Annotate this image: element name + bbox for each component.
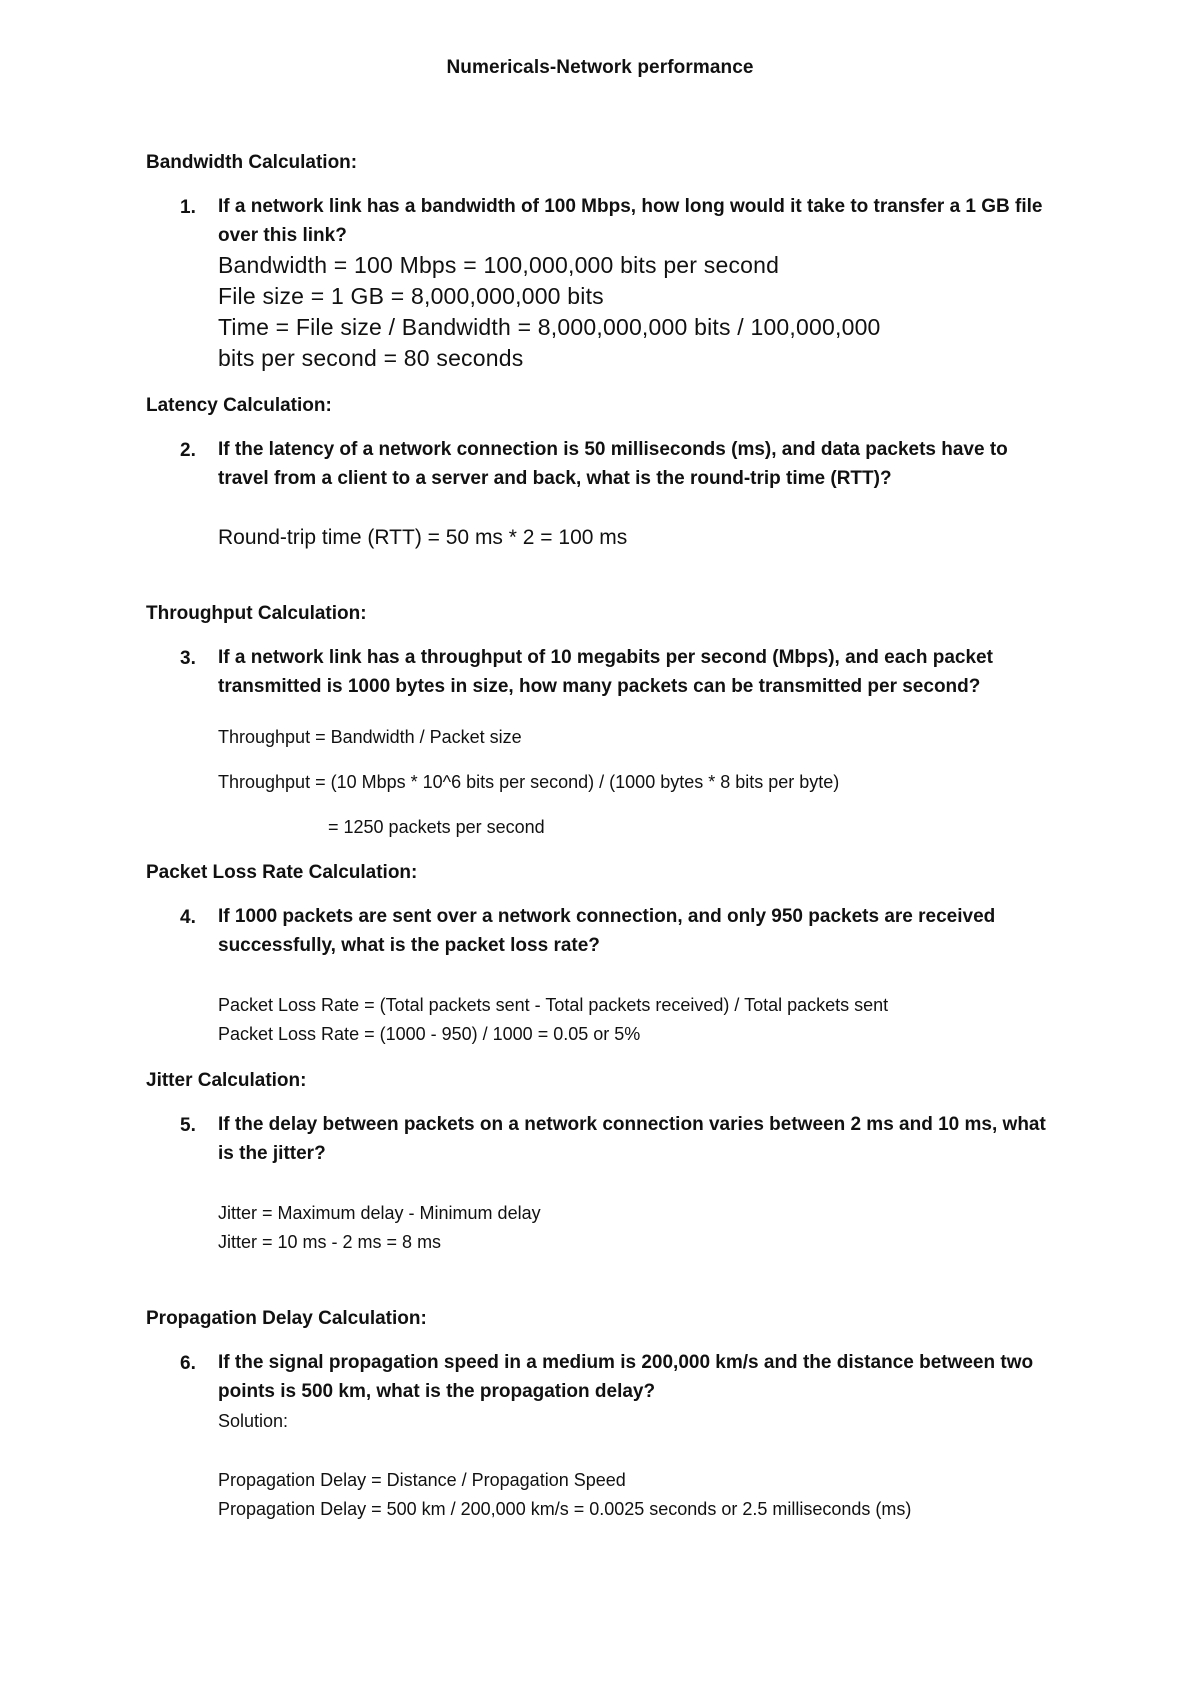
solution-line-1-3: Time = File size / Bandwidth = 8,000,000,000 bits / 100,000,000 <box>218 314 881 340</box>
solution-line-2-1: Round-trip time (RTT) = 50 ms * 2 = 100 ms <box>218 526 628 549</box>
solution-line-1-2: File size = 1 GB = 8,000,000,000 bits <box>218 283 604 309</box>
solution-line-1-4: bits per second = 80 seconds <box>218 345 524 371</box>
question-number-2: 2. <box>180 440 196 461</box>
question-number-5: 5. <box>180 1115 196 1136</box>
section-heading-throughput: Throughput Calculation: <box>146 603 367 624</box>
solution-line-4-2: Packet Loss Rate = (1000 - 950) / 1000 = 0.05 or 5% <box>218 1024 641 1044</box>
question-text-4: If 1000 packets are sent over a network connection, and only 950 packets are received successfully, what is the packet loss rate? <box>218 906 996 956</box>
page-title: Numericals-Network performance <box>446 57 754 78</box>
question-text-1: If a network link has a bandwidth of 100 Mbps, how long would it take to transfer a 1 GB file over this link? <box>218 196 1043 246</box>
solution-line-5-2: Jitter = 10 ms - 2 ms = 8 ms <box>218 1232 442 1252</box>
section-heading-bandwidth: Bandwidth Calculation: <box>146 152 358 173</box>
solution-line-5-1: Jitter = Maximum delay - Minimum delay <box>218 1203 541 1223</box>
solution-line-4-1: Packet Loss Rate = (Total packets sent - Total packets received) / Total packets sent <box>218 995 889 1015</box>
question-number-6: 6. <box>180 1353 196 1374</box>
solution-line-1-1: Bandwidth = 100 Mbps = 100,000,000 bits per second <box>218 252 780 278</box>
question-text-6: If the signal propagation speed in a medium is 200,000 km/s and the distance between two points is 500 km, what is the propagation delay? <box>218 1352 1034 1402</box>
solution-line-3-3: = 1250 packets per second <box>328 817 545 837</box>
solution-label-6: Solution: <box>218 1411 289 1431</box>
question-text-5: If the delay between packets on a network connection varies between 2 ms and 10 ms, what is the jitter? <box>218 1114 1046 1164</box>
question-number-3: 3. <box>180 648 196 669</box>
section-heading-packet-loss: Packet Loss Rate Calculation: <box>146 862 418 883</box>
question-text-2: If the latency of a network connection is 50 milliseconds (ms), and data packets have to travel from a client to a server and back, what is the round-trip time (RTT)? <box>218 439 1008 489</box>
solution-line-6-2: Propagation Delay = 500 km / 200,000 km/s = 0.0025 seconds or 2.5 milliseconds (ms) <box>218 1499 912 1519</box>
question-text-3: If a network link has a throughput of 10 megabits per second (Mbps), and each packet transmitted is 1000 bytes in size, how many packets can be transmitted per second? <box>218 647 993 697</box>
question-number-4: 4. <box>180 907 196 928</box>
solution-line-6-1: Propagation Delay = Distance / Propagation Speed <box>218 1470 626 1490</box>
section-heading-propagation: Propagation Delay Calculation: <box>146 1308 427 1329</box>
solution-line-3-2: Throughput = (10 Mbps * 10^6 bits per second) / (1000 bytes * 8 bits per byte) <box>218 772 840 792</box>
section-heading-jitter: Jitter Calculation: <box>146 1070 307 1091</box>
section-heading-latency: Latency Calculation: <box>146 395 332 416</box>
solution-line-3-1: Throughput = Bandwidth / Packet size <box>218 727 522 747</box>
question-number-1: 1. <box>180 197 196 218</box>
